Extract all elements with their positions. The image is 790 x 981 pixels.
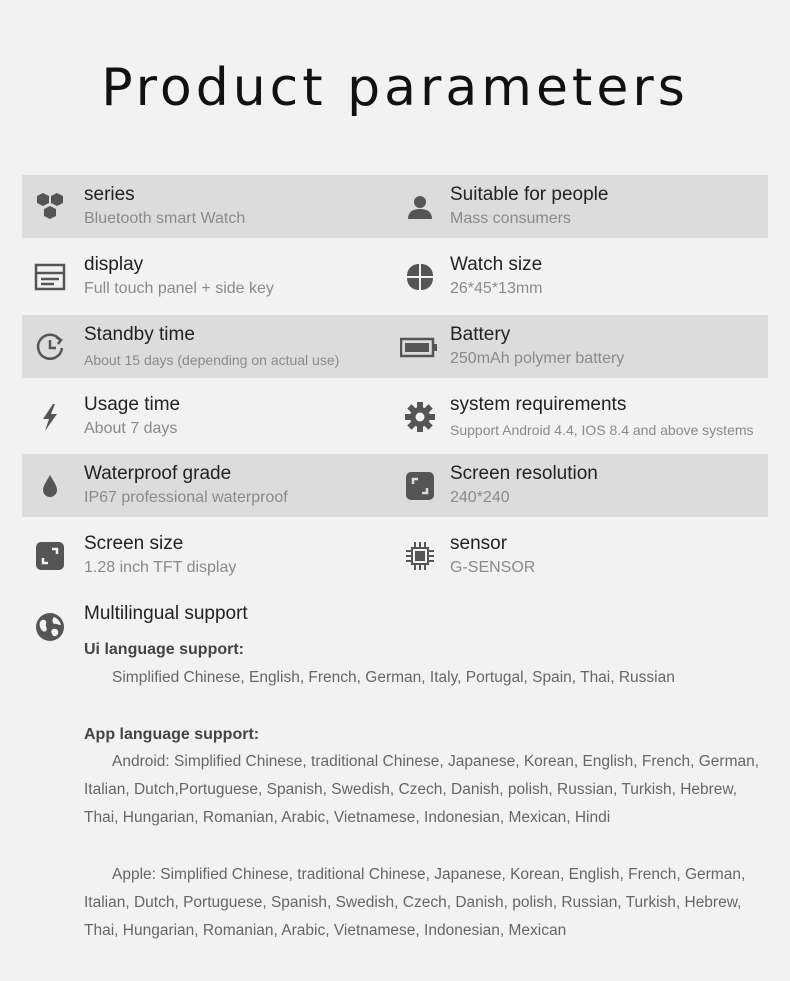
param-usage-time bbox=[22, 385, 388, 448]
param-label: series bbox=[84, 184, 135, 205]
globe-icon bbox=[34, 611, 66, 643]
param-standby-time bbox=[22, 315, 388, 378]
lightning-icon bbox=[34, 401, 66, 433]
person-icon bbox=[404, 191, 436, 223]
param-screen-resolution bbox=[388, 454, 768, 517]
param-system-requirements bbox=[388, 385, 768, 448]
four-petal-icon bbox=[404, 261, 436, 293]
param-value: 240*240 bbox=[450, 489, 510, 506]
param-label: sensor bbox=[450, 533, 508, 554]
clock-arrow-icon bbox=[34, 331, 66, 363]
param-value: Mass consumers bbox=[450, 210, 571, 227]
param-label: Screen size bbox=[84, 533, 184, 554]
ui-language-heading: Ui language support: bbox=[84, 641, 244, 658]
param-display bbox=[22, 245, 388, 308]
param-value: G-SENSOR bbox=[450, 559, 536, 576]
param-label: Screen resolution bbox=[450, 463, 598, 484]
param-value: 250mAh polymer battery bbox=[450, 350, 625, 367]
param-value: 26*45*13mm bbox=[450, 280, 543, 297]
param-waterproof-grade bbox=[22, 454, 388, 517]
app-language-heading: App language support: bbox=[84, 726, 260, 743]
param-row bbox=[22, 385, 768, 448]
param-label: Standby time bbox=[84, 324, 195, 345]
screen-corners-icon bbox=[404, 470, 436, 502]
param-label: Usage time bbox=[84, 394, 181, 415]
display-panel-icon bbox=[34, 261, 66, 293]
expand-corners-icon bbox=[34, 540, 66, 572]
ui-language-text: Simplified Chinese, English, French, German, Italy, Portugal, Spain, Thai, Russian bbox=[112, 669, 675, 686]
multilingual-label: Multilingual support bbox=[84, 603, 248, 624]
param-value: Full touch panel + side key bbox=[84, 280, 274, 297]
chip-icon bbox=[404, 540, 436, 572]
param-label: Battery bbox=[450, 324, 511, 345]
param-label: system requirements bbox=[450, 394, 627, 415]
param-label: Suitable for people bbox=[450, 184, 609, 205]
param-label: Waterproof grade bbox=[84, 463, 232, 484]
param-value: About 15 days (depending on actual use) bbox=[84, 352, 340, 368]
apple-language-text: Apple: Simplified Chinese, traditional Chinese, Japanese, Korean, English, French, German, Italian, Dutch, Portuguese, Spanish, Swedish, Czech, Danish, polish, Russian, Turkish, Hebrew, Thai, Hungarian, Romanian, Arabic, Vietnamese, Indonesian, Mexican bbox=[84, 866, 746, 939]
param-label: display bbox=[84, 254, 144, 275]
param-label: Watch size bbox=[450, 254, 543, 275]
param-row bbox=[22, 175, 768, 238]
param-screen-size bbox=[22, 524, 388, 587]
gear-icon bbox=[404, 401, 436, 433]
hexagon-cluster-icon bbox=[34, 191, 66, 223]
param-value: 1.28 inch TFT display bbox=[84, 559, 237, 576]
param-row bbox=[22, 315, 768, 378]
android-language-text: Android: Simplified Chinese, traditional Chinese, Japanese, Korean, English, French, German, Italian, Dutch,Portuguese, Spanish, Swedish, Czech, Danish, polish, Russian, Turkish, Hebrew, Thai, Hungarian, Romanian, Arabic, Vietnamese, Indonesian, Mexican, Hindi bbox=[84, 753, 760, 826]
param-value: About 7 days bbox=[84, 420, 178, 437]
param-watch-size bbox=[388, 245, 768, 308]
param-row bbox=[22, 245, 768, 308]
param-series bbox=[22, 175, 388, 238]
page-title: Product parameters bbox=[101, 58, 689, 118]
param-battery bbox=[388, 315, 768, 378]
param-value: Support Android 4.4, IOS 8.4 and above systems bbox=[450, 422, 754, 438]
param-value: Bluetooth smart Watch bbox=[84, 210, 246, 227]
param-suitable-for bbox=[388, 175, 768, 238]
water-drop-icon bbox=[34, 470, 66, 502]
param-row bbox=[22, 524, 768, 587]
battery-icon bbox=[400, 331, 438, 363]
param-row bbox=[22, 454, 768, 517]
param-value: IP67 professional waterproof bbox=[84, 489, 288, 506]
param-sensor bbox=[388, 524, 768, 587]
